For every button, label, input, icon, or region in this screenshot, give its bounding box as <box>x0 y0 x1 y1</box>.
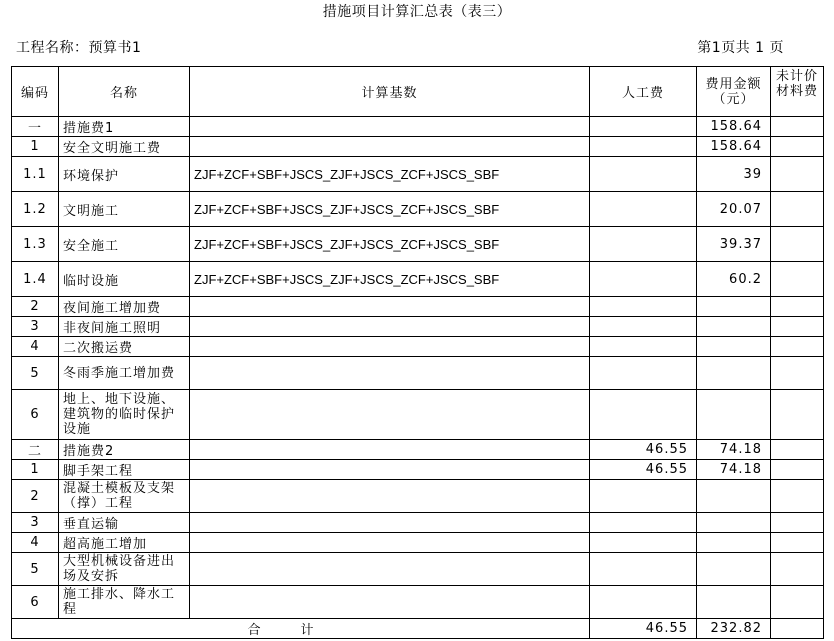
row-fee: 20.07 <box>697 192 771 227</box>
row-labor <box>590 317 697 337</box>
row-labor <box>590 192 697 227</box>
row-unpriced-material <box>771 553 824 586</box>
row-basis <box>190 460 590 480</box>
row-name: 临时设施 <box>59 262 190 297</box>
row-unpriced-material <box>771 137 824 157</box>
row-name: 混凝土模板及支架（撑）工程 <box>59 480 190 513</box>
row-basis: ZJF+ZCF+SBF+JSCS_ZJF+JSCS_ZCF+JSCS_SBF <box>190 192 590 227</box>
total-label: 合计 <box>12 619 590 639</box>
row-fee <box>697 390 771 440</box>
row-unpriced-material <box>771 192 824 227</box>
table-row <box>12 297 824 317</box>
row-name: 二次搬运费 <box>59 337 190 357</box>
row-code: 1.4 <box>12 262 59 297</box>
row-code: 3 <box>12 317 59 337</box>
row-name: 垂直运输 <box>59 513 190 533</box>
total-row <box>12 619 824 639</box>
table-row <box>12 480 824 513</box>
table-row <box>12 390 824 440</box>
table-row <box>12 586 824 619</box>
row-basis <box>190 117 590 137</box>
row-labor <box>590 357 697 390</box>
row-name: 环境保护 <box>59 157 190 192</box>
row-code: 6 <box>12 586 59 619</box>
table-row <box>12 513 824 533</box>
row-code: 1.1 <box>12 157 59 192</box>
table-row <box>12 553 824 586</box>
row-basis <box>190 137 590 157</box>
document-title: 措施项目计算汇总表（表三） <box>322 4 512 20</box>
row-unpriced-material <box>771 440 824 460</box>
row-labor <box>590 157 697 192</box>
row-unpriced-material <box>771 586 824 619</box>
table-row <box>12 440 824 460</box>
row-fee <box>697 586 771 619</box>
row-fee <box>697 317 771 337</box>
row-fee <box>697 357 771 390</box>
row-unpriced-material <box>771 317 824 337</box>
row-unpriced-material <box>771 533 824 553</box>
row-name: 非夜间施工照明 <box>59 317 190 337</box>
row-fee: 39 <box>697 157 771 192</box>
row-fee <box>697 297 771 317</box>
row-labor: 46.55 <box>590 460 697 480</box>
page-info: 第1页共 1 页 <box>697 40 784 56</box>
table-body <box>12 117 824 619</box>
row-labor <box>590 533 697 553</box>
table-row <box>12 317 824 337</box>
table-row <box>12 227 824 262</box>
row-code: 5 <box>12 357 59 390</box>
table-row <box>12 337 824 357</box>
row-basis <box>190 533 590 553</box>
row-labor <box>590 480 697 513</box>
row-fee: 60.2 <box>697 262 771 297</box>
row-basis <box>190 390 590 440</box>
row-basis <box>190 480 590 513</box>
row-code: 2 <box>12 297 59 317</box>
row-code: 2 <box>12 480 59 513</box>
row-code: 3 <box>12 513 59 533</box>
row-name: 夜间施工增加费 <box>59 297 190 317</box>
header-unpriced-material: 未计价材料费 <box>771 67 824 117</box>
header-labor: 人工费 <box>590 67 697 117</box>
table-row <box>12 533 824 553</box>
row-unpriced-material <box>771 513 824 533</box>
row-basis <box>190 357 590 390</box>
header-row <box>12 67 824 117</box>
row-code: 4 <box>12 533 59 553</box>
table-row <box>12 137 824 157</box>
row-unpriced-material <box>771 460 824 480</box>
row-unpriced-material <box>771 227 824 262</box>
row-name: 文明施工 <box>59 192 190 227</box>
row-fee <box>697 553 771 586</box>
row-fee: 158.64 <box>697 137 771 157</box>
row-fee <box>697 337 771 357</box>
total-labor: 46.55 <box>590 619 697 639</box>
row-unpriced-material <box>771 357 824 390</box>
project-name: 工程名称：预算书1 <box>16 40 142 56</box>
row-code: 1 <box>12 137 59 157</box>
row-fee: 158.64 <box>697 117 771 137</box>
row-code: 1 <box>12 460 59 480</box>
row-name: 脚手架工程 <box>59 460 190 480</box>
table-row <box>12 157 824 192</box>
row-code: 二 <box>12 440 59 460</box>
row-basis: ZJF+ZCF+SBF+JSCS_ZJF+JSCS_ZCF+JSCS_SBF <box>190 262 590 297</box>
measures-summary-table <box>11 66 824 639</box>
header-no: 编码 <box>12 67 59 117</box>
row-name: 地上、地下设施、建筑物的临时保护设施 <box>59 390 190 440</box>
row-basis <box>190 586 590 619</box>
row-unpriced-material <box>771 390 824 440</box>
row-unpriced-material <box>771 157 824 192</box>
row-code: 4 <box>12 337 59 357</box>
table-row <box>12 192 824 227</box>
row-unpriced-material <box>771 117 824 137</box>
row-fee: 74.18 <box>697 440 771 460</box>
row-unpriced-material <box>771 262 824 297</box>
row-fee <box>697 533 771 553</box>
row-unpriced-material <box>771 297 824 317</box>
row-labor <box>590 262 697 297</box>
table-row <box>12 357 824 390</box>
row-basis <box>190 337 590 357</box>
row-labor: 46.55 <box>590 440 697 460</box>
row-unpriced-material <box>771 480 824 513</box>
row-labor <box>590 337 697 357</box>
table-row <box>12 117 824 137</box>
total-unpriced-material <box>771 619 824 639</box>
row-code: 1.2 <box>12 192 59 227</box>
row-name: 安全文明施工费 <box>59 137 190 157</box>
row-unpriced-material <box>771 337 824 357</box>
table-row <box>12 262 824 297</box>
row-basis <box>190 513 590 533</box>
row-labor <box>590 227 697 262</box>
table-row <box>12 460 824 480</box>
row-labor <box>590 513 697 533</box>
row-labor <box>590 117 697 137</box>
row-name: 冬雨季施工增加费 <box>59 357 190 390</box>
row-labor <box>590 553 697 586</box>
header-name: 名称 <box>59 67 190 117</box>
row-name: 措施费2 <box>59 440 190 460</box>
row-labor <box>590 390 697 440</box>
row-basis <box>190 297 590 317</box>
row-fee: 39.37 <box>697 227 771 262</box>
row-name: 大型机械设备进出场及安拆 <box>59 553 190 586</box>
row-code: 1.3 <box>12 227 59 262</box>
header-basis: 计算基数 <box>190 67 590 117</box>
row-code: 5 <box>12 553 59 586</box>
row-fee: 74.18 <box>697 460 771 480</box>
row-labor <box>590 297 697 317</box>
row-basis: ZJF+ZCF+SBF+JSCS_ZJF+JSCS_ZCF+JSCS_SBF <box>190 227 590 262</box>
row-basis <box>190 553 590 586</box>
row-fee <box>697 513 771 533</box>
total-fee: 232.82 <box>697 619 771 639</box>
row-code: 一 <box>12 117 59 137</box>
row-basis <box>190 317 590 337</box>
row-code: 6 <box>12 390 59 440</box>
row-fee <box>697 480 771 513</box>
row-labor <box>590 586 697 619</box>
row-name: 措施费1 <box>59 117 190 137</box>
row-basis <box>190 440 590 460</box>
row-name: 超高施工增加 <box>59 533 190 553</box>
row-labor <box>590 137 697 157</box>
header-fee: 费用金额（元） <box>697 67 771 117</box>
row-name: 安全施工 <box>59 227 190 262</box>
row-name: 施工排水、降水工程 <box>59 586 190 619</box>
row-basis: ZJF+ZCF+SBF+JSCS_ZJF+JSCS_ZCF+JSCS_SBF <box>190 157 590 192</box>
